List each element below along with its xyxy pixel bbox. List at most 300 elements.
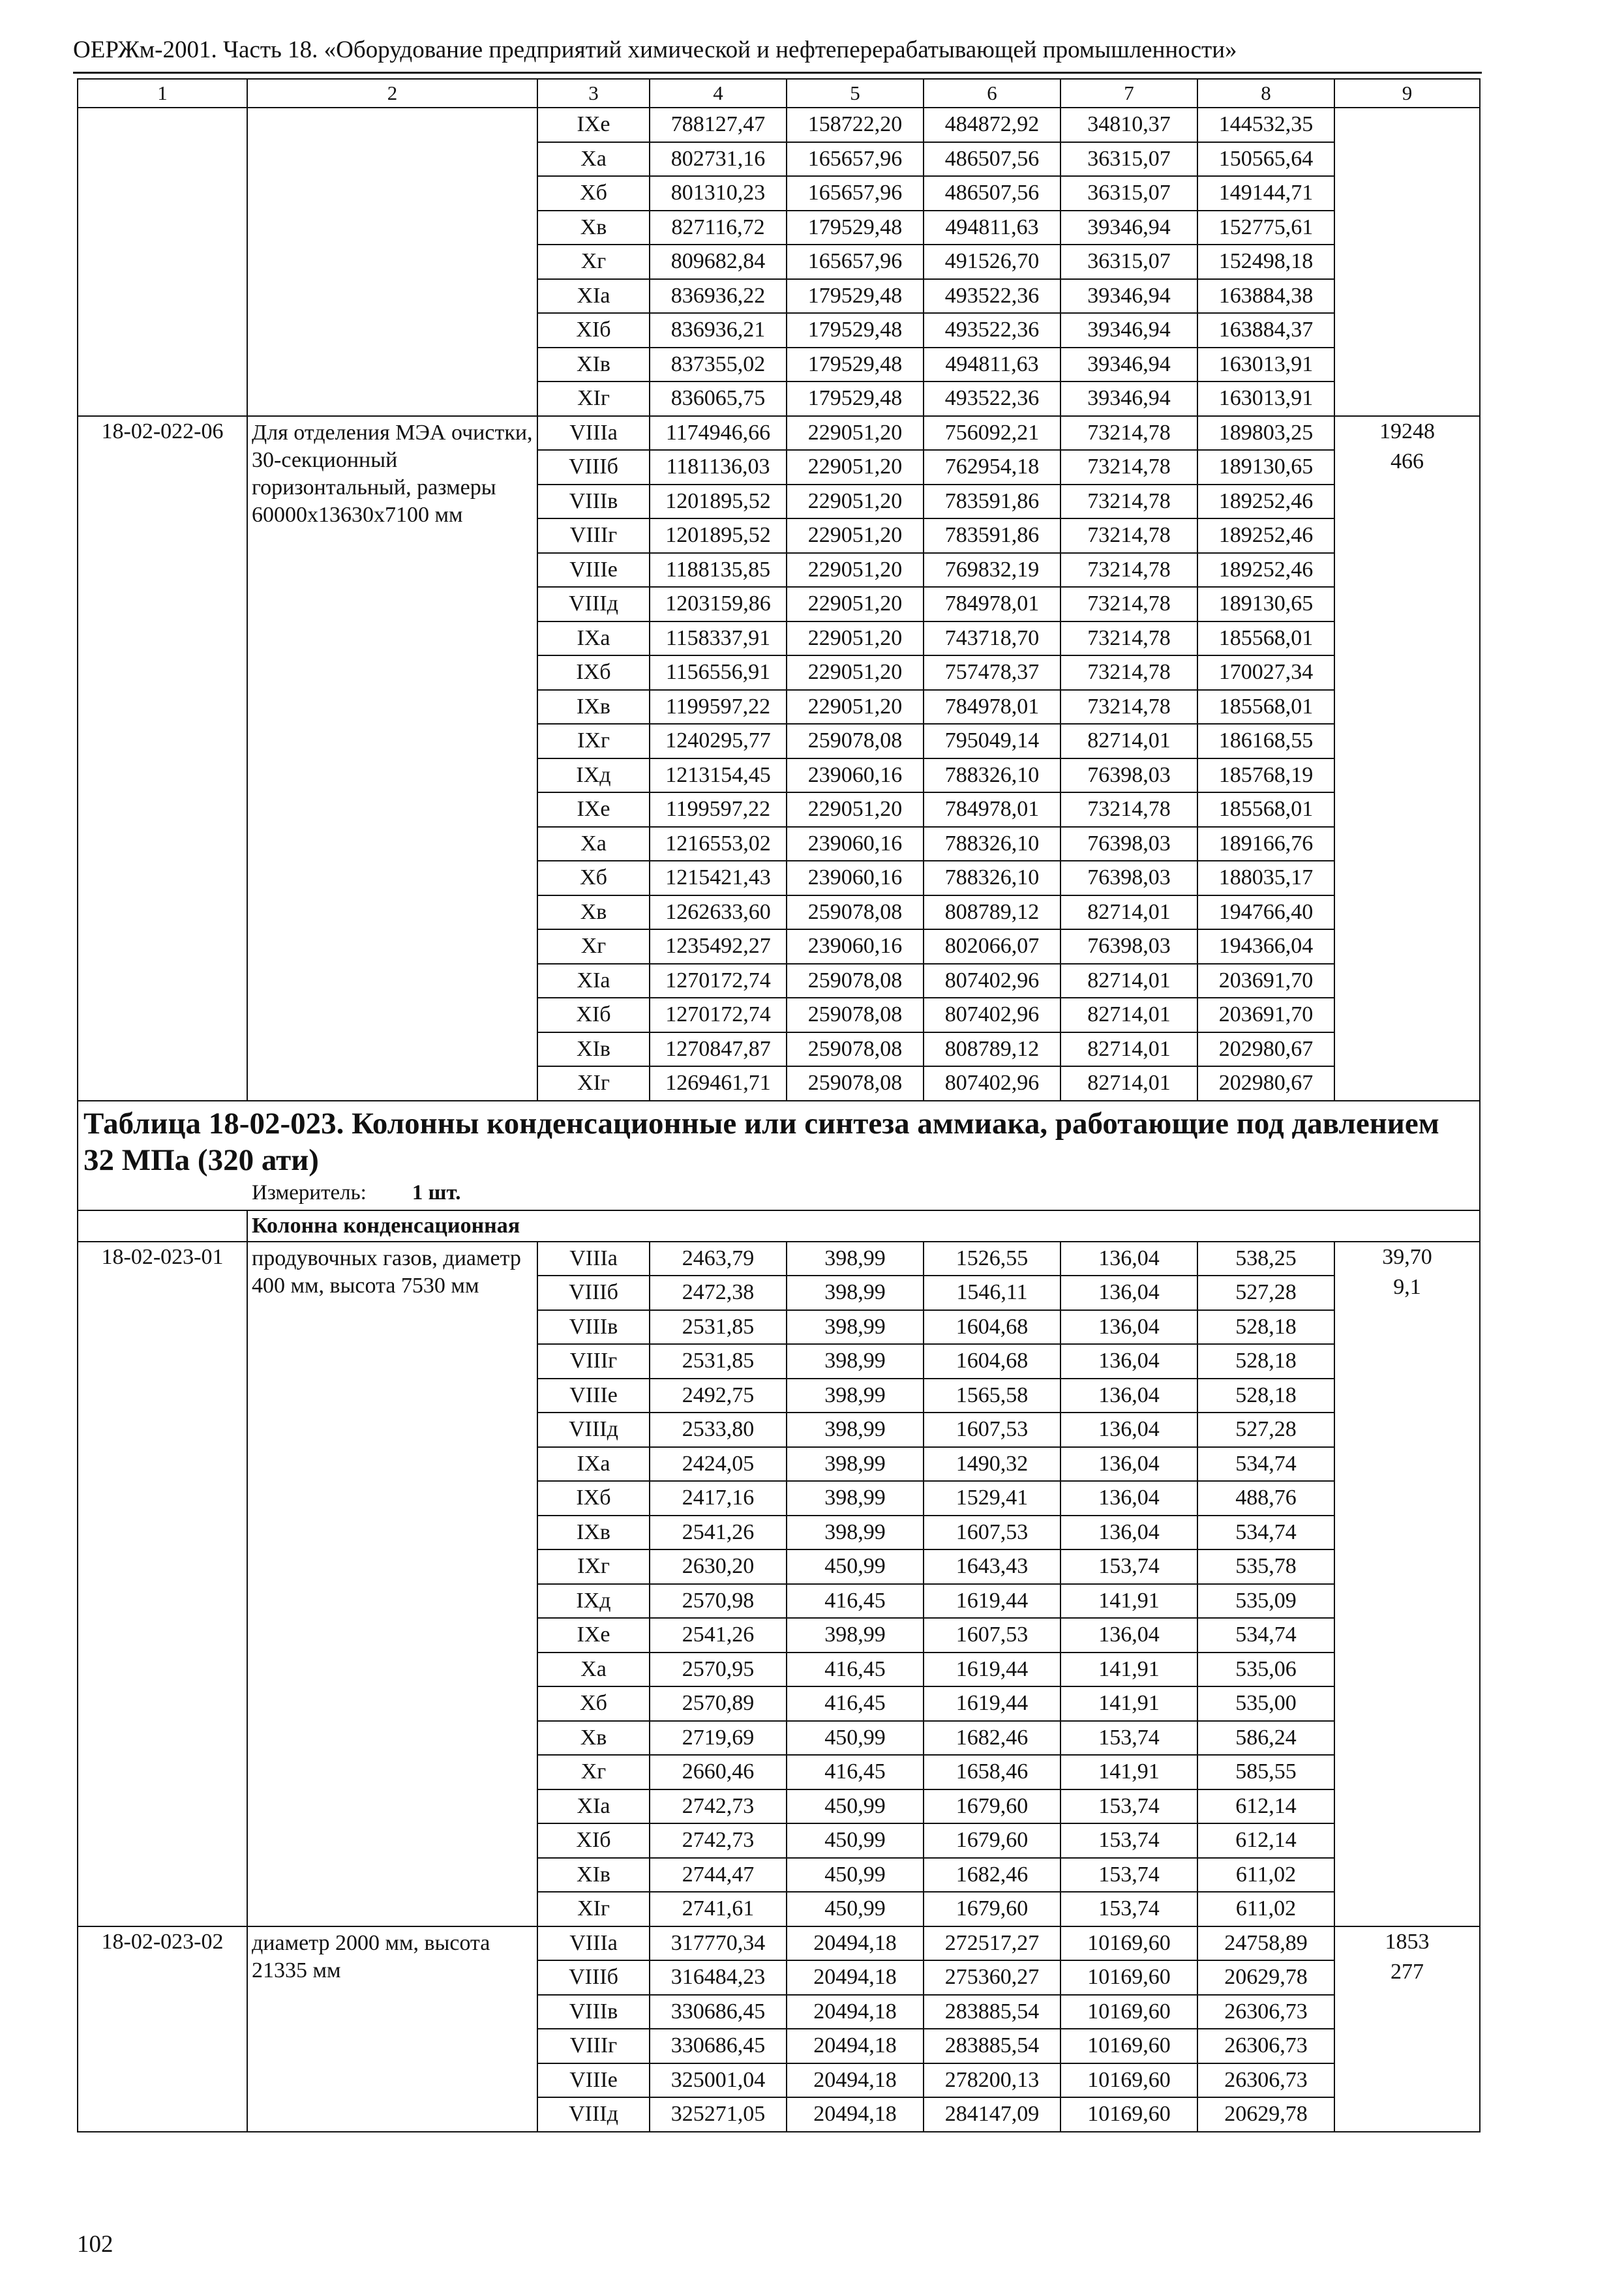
value-cell: 2541,26 bbox=[650, 1618, 787, 1653]
zone-cell: Xв bbox=[537, 211, 650, 245]
value-cell: 2570,95 bbox=[650, 1653, 787, 1687]
value-cell: 2742,73 bbox=[650, 1823, 787, 1858]
zone-cell: XIв bbox=[537, 1032, 650, 1067]
value-cell: 788326,10 bbox=[924, 827, 1060, 861]
column-number: 4 bbox=[650, 79, 787, 108]
group-label: Колонна конденсационная bbox=[247, 1210, 1480, 1242]
value-cell: 73214,78 bbox=[1060, 621, 1197, 656]
value-cell: 398,99 bbox=[787, 1413, 924, 1447]
value-cell: 398,99 bbox=[787, 1242, 924, 1276]
column9-cell bbox=[1334, 1926, 1480, 2132]
zone-cell: VIIIд bbox=[537, 587, 650, 621]
value-cell: 1270172,74 bbox=[650, 964, 787, 998]
column9-top: 19248 bbox=[1379, 419, 1435, 443]
value-cell: 493522,36 bbox=[924, 382, 1060, 416]
value-cell: 202980,67 bbox=[1197, 1032, 1334, 1067]
value-cell: 189166,76 bbox=[1197, 827, 1334, 861]
value-cell: 330686,45 bbox=[650, 2029, 787, 2063]
item-description: диаметр 2000 мм, высота 21335 мм bbox=[247, 1926, 537, 2132]
value-cell: 39346,94 bbox=[1060, 348, 1197, 382]
value-cell: 36315,07 bbox=[1060, 245, 1197, 279]
value-cell: 783591,86 bbox=[924, 485, 1060, 519]
value-cell: 189803,25 bbox=[1197, 416, 1334, 451]
zone-cell: IXе bbox=[537, 792, 650, 827]
value-cell: 10169,60 bbox=[1060, 1926, 1197, 1961]
value-cell: 450,99 bbox=[787, 1549, 924, 1584]
zone-cell: Xг bbox=[537, 1755, 650, 1789]
zone-cell: VIIIв bbox=[537, 485, 650, 519]
value-cell: 189252,46 bbox=[1197, 485, 1334, 519]
value-cell: 2660,46 bbox=[650, 1755, 787, 1789]
value-cell: 2570,89 bbox=[650, 1686, 787, 1721]
unit-line bbox=[83, 1178, 1474, 1207]
zone-cell: Xг bbox=[537, 929, 650, 964]
value-cell: 136,04 bbox=[1060, 1310, 1197, 1345]
column9-top: 39,70 bbox=[1382, 1244, 1432, 1269]
value-cell: 283885,54 bbox=[924, 1995, 1060, 2029]
value-cell: 837355,02 bbox=[650, 348, 787, 382]
value-cell: 527,28 bbox=[1197, 1276, 1334, 1310]
zone-cell: XIг bbox=[537, 1066, 650, 1101]
value-cell: 1181136,03 bbox=[650, 450, 787, 485]
column-number: 7 bbox=[1060, 79, 1197, 108]
value-cell: 20494,18 bbox=[787, 1995, 924, 2029]
value-cell: 611,02 bbox=[1197, 1858, 1334, 1893]
value-cell: 612,14 bbox=[1197, 1789, 1334, 1824]
zone-cell: VIIIб bbox=[537, 1276, 650, 1310]
zone-cell: XIа bbox=[537, 964, 650, 998]
value-cell: 10169,60 bbox=[1060, 1960, 1197, 1995]
value-cell: 20629,78 bbox=[1197, 2097, 1334, 2132]
value-cell: 1188135,85 bbox=[650, 553, 787, 588]
value-cell: 82714,01 bbox=[1060, 998, 1197, 1032]
zone-cell: XIб bbox=[537, 313, 650, 348]
value-cell: 189252,46 bbox=[1197, 553, 1334, 588]
value-cell: 73214,78 bbox=[1060, 587, 1197, 621]
value-cell: 2541,26 bbox=[650, 1516, 787, 1550]
value-cell: 144532,35 bbox=[1197, 108, 1334, 142]
value-cell: 163884,37 bbox=[1197, 313, 1334, 348]
value-cell: 2417,16 bbox=[650, 1481, 787, 1516]
value-cell: 185568,01 bbox=[1197, 621, 1334, 656]
zone-cell: Xа bbox=[537, 827, 650, 861]
value-cell: 194766,40 bbox=[1197, 895, 1334, 930]
value-cell: 259078,08 bbox=[787, 998, 924, 1032]
value-cell: 203691,70 bbox=[1197, 964, 1334, 998]
value-cell: 76398,03 bbox=[1060, 929, 1197, 964]
value-cell: 784978,01 bbox=[924, 792, 1060, 827]
value-cell: 259078,08 bbox=[787, 895, 924, 930]
value-cell: 229051,20 bbox=[787, 792, 924, 827]
value-cell: 179529,48 bbox=[787, 279, 924, 314]
value-cell: 1156556,91 bbox=[650, 655, 787, 690]
value-cell: 39346,94 bbox=[1060, 279, 1197, 314]
value-cell: 2741,61 bbox=[650, 1892, 787, 1926]
value-cell: 186168,55 bbox=[1197, 724, 1334, 758]
column-number-row bbox=[78, 79, 1480, 108]
value-cell: 284147,09 bbox=[924, 2097, 1060, 2132]
value-cell: 1679,60 bbox=[924, 1823, 1060, 1858]
value-cell: 136,04 bbox=[1060, 1413, 1197, 1447]
value-cell: 259078,08 bbox=[787, 1066, 924, 1101]
value-cell: 807402,96 bbox=[924, 1066, 1060, 1101]
value-cell: 229051,20 bbox=[787, 416, 924, 451]
value-cell: 136,04 bbox=[1060, 1447, 1197, 1482]
value-cell: 450,99 bbox=[787, 1823, 924, 1858]
value-cell: 153,74 bbox=[1060, 1892, 1197, 1926]
value-cell: 163884,38 bbox=[1197, 279, 1334, 314]
value-cell: 73214,78 bbox=[1060, 518, 1197, 553]
value-cell: 20494,18 bbox=[787, 2097, 924, 2132]
value-cell: 82714,01 bbox=[1060, 1032, 1197, 1067]
column-number: 8 bbox=[1197, 79, 1334, 108]
zone-cell: IXв bbox=[537, 1516, 650, 1550]
zone-cell: XIа bbox=[537, 1789, 650, 1824]
value-cell: 836936,21 bbox=[650, 313, 787, 348]
zone-cell: VIIIб bbox=[537, 1960, 650, 1995]
value-cell: 325271,05 bbox=[650, 2097, 787, 2132]
value-cell: 2472,38 bbox=[650, 1276, 787, 1310]
value-cell: 229051,20 bbox=[787, 485, 924, 519]
value-cell: 239060,16 bbox=[787, 827, 924, 861]
value-cell: 486507,56 bbox=[924, 176, 1060, 211]
value-cell: 534,74 bbox=[1197, 1516, 1334, 1550]
item-code: 18-02-023-01 bbox=[78, 1242, 247, 1926]
page-header: ОЕРЖм-2001. Часть 18. «Оборудование предприятий химической и нефтеперерабатывающей промышленности» bbox=[73, 37, 1237, 63]
page-number: 102 bbox=[77, 2231, 113, 2258]
value-cell: 2742,73 bbox=[650, 1789, 787, 1824]
table-row bbox=[78, 416, 1480, 451]
value-cell: 163013,91 bbox=[1197, 348, 1334, 382]
value-cell: 784978,01 bbox=[924, 587, 1060, 621]
value-cell: 152775,61 bbox=[1197, 211, 1334, 245]
value-cell: 73214,78 bbox=[1060, 690, 1197, 725]
value-cell: 141,91 bbox=[1060, 1755, 1197, 1789]
zone-cell: IXв bbox=[537, 690, 650, 725]
value-cell: 10169,60 bbox=[1060, 2063, 1197, 2098]
zone-cell: IXб bbox=[537, 655, 650, 690]
value-cell: 152498,18 bbox=[1197, 245, 1334, 279]
zone-cell: Xа bbox=[537, 1653, 650, 1687]
zone-cell: IXе bbox=[537, 108, 650, 142]
zone-cell: IXд bbox=[537, 758, 650, 793]
value-cell: 1270172,74 bbox=[650, 998, 787, 1032]
value-cell: 535,09 bbox=[1197, 1584, 1334, 1619]
value-cell: 807402,96 bbox=[924, 964, 1060, 998]
value-cell: 2719,69 bbox=[650, 1721, 787, 1756]
value-cell: 20494,18 bbox=[787, 1926, 924, 1961]
table-title-cell bbox=[78, 1101, 1480, 1210]
table-row bbox=[78, 1242, 1480, 1276]
column9-cell bbox=[1334, 108, 1480, 416]
table-title-row bbox=[78, 1101, 1480, 1210]
zone-cell: VIIIд bbox=[537, 1413, 650, 1447]
column-number: 1 bbox=[78, 79, 247, 108]
value-cell: 189252,46 bbox=[1197, 518, 1334, 553]
value-cell: 10169,60 bbox=[1060, 1995, 1197, 2029]
value-cell: 450,99 bbox=[787, 1789, 924, 1824]
value-cell: 10169,60 bbox=[1060, 2097, 1197, 2132]
value-cell: 784978,01 bbox=[924, 690, 1060, 725]
value-cell: 743718,70 bbox=[924, 621, 1060, 656]
value-cell: 136,04 bbox=[1060, 1276, 1197, 1310]
zone-cell: VIIIе bbox=[537, 2063, 650, 2098]
zone-cell: Xб bbox=[537, 861, 650, 895]
value-cell: 153,74 bbox=[1060, 1549, 1197, 1584]
value-cell: 272517,27 bbox=[924, 1926, 1060, 1961]
column9-cell bbox=[1334, 1242, 1480, 1926]
value-cell: 2744,47 bbox=[650, 1858, 787, 1893]
zone-cell: VIIIв bbox=[537, 1310, 650, 1345]
value-cell: 788326,10 bbox=[924, 758, 1060, 793]
value-cell: 170027,34 bbox=[1197, 655, 1334, 690]
value-cell: 1240295,77 bbox=[650, 724, 787, 758]
value-cell: 136,04 bbox=[1060, 1481, 1197, 1516]
value-cell: 398,99 bbox=[787, 1618, 924, 1653]
column-number: 3 bbox=[537, 79, 650, 108]
value-cell: 802731,16 bbox=[650, 142, 787, 177]
zone-cell: VIIIб bbox=[537, 450, 650, 485]
value-cell: 1619,44 bbox=[924, 1686, 1060, 1721]
value-cell: 769832,19 bbox=[924, 553, 1060, 588]
group-row bbox=[78, 1210, 1480, 1242]
value-cell: 39346,94 bbox=[1060, 313, 1197, 348]
value-cell: 76398,03 bbox=[1060, 827, 1197, 861]
value-cell: 1604,68 bbox=[924, 1310, 1060, 1345]
value-cell: 398,99 bbox=[787, 1310, 924, 1345]
value-cell: 398,99 bbox=[787, 1379, 924, 1413]
value-cell: 76398,03 bbox=[1060, 861, 1197, 895]
value-cell: 259078,08 bbox=[787, 964, 924, 998]
value-cell: 73214,78 bbox=[1060, 450, 1197, 485]
value-cell: 398,99 bbox=[787, 1447, 924, 1482]
value-cell: 788326,10 bbox=[924, 861, 1060, 895]
value-cell: 528,18 bbox=[1197, 1344, 1334, 1379]
value-cell: 1215421,43 bbox=[650, 861, 787, 895]
value-cell: 2531,85 bbox=[650, 1344, 787, 1379]
value-cell: 141,91 bbox=[1060, 1653, 1197, 1687]
column-number: 5 bbox=[787, 79, 924, 108]
table-body bbox=[78, 79, 1480, 2132]
value-cell: 1216553,02 bbox=[650, 827, 787, 861]
value-cell: 802066,07 bbox=[924, 929, 1060, 964]
value-cell: 2570,98 bbox=[650, 1584, 787, 1619]
value-cell: 259078,08 bbox=[787, 724, 924, 758]
column9-bottom: 277 bbox=[1391, 1959, 1424, 1984]
value-cell: 450,99 bbox=[787, 1858, 924, 1893]
value-cell: 488,76 bbox=[1197, 1481, 1334, 1516]
value-cell: 229051,20 bbox=[787, 690, 924, 725]
value-cell: 534,74 bbox=[1197, 1447, 1334, 1482]
value-cell: 153,74 bbox=[1060, 1823, 1197, 1858]
zone-cell: VIIIе bbox=[537, 1379, 650, 1413]
value-cell: 1619,44 bbox=[924, 1584, 1060, 1619]
value-cell: 836936,22 bbox=[650, 279, 787, 314]
item-code: 18-02-022-06 bbox=[78, 416, 247, 1101]
group-code-cell bbox=[78, 1210, 247, 1242]
value-cell: 26306,73 bbox=[1197, 2063, 1334, 2098]
value-cell: 398,99 bbox=[787, 1481, 924, 1516]
value-cell: 795049,14 bbox=[924, 724, 1060, 758]
value-cell: 1682,46 bbox=[924, 1721, 1060, 1756]
value-cell: 1213154,45 bbox=[650, 758, 787, 793]
value-cell: 20494,18 bbox=[787, 2029, 924, 2063]
value-cell: 275360,27 bbox=[924, 1960, 1060, 1995]
column-number: 6 bbox=[924, 79, 1060, 108]
value-cell: 239060,16 bbox=[787, 929, 924, 964]
value-cell: 73214,78 bbox=[1060, 416, 1197, 451]
zone-cell: IXг bbox=[537, 724, 650, 758]
value-cell: 158722,20 bbox=[787, 108, 924, 142]
value-cell: 534,74 bbox=[1197, 1618, 1334, 1653]
value-cell: 788127,47 bbox=[650, 108, 787, 142]
value-cell: 185768,19 bbox=[1197, 758, 1334, 793]
item-description: Для отделения МЭА очистки, 30-секционный горизонтальный, размеры 60000x13630x7100 мм bbox=[247, 416, 537, 1101]
value-cell: 73214,78 bbox=[1060, 485, 1197, 519]
zone-cell: VIIIа bbox=[537, 1926, 650, 1961]
value-cell: 179529,48 bbox=[787, 313, 924, 348]
column9-bottom: 9,1 bbox=[1393, 1274, 1421, 1299]
value-cell: 73214,78 bbox=[1060, 553, 1197, 588]
zone-cell: Xб bbox=[537, 176, 650, 211]
table-row bbox=[78, 1926, 1480, 1961]
zone-cell: IXа bbox=[537, 1447, 650, 1482]
value-cell: 194366,04 bbox=[1197, 929, 1334, 964]
value-cell: 165657,96 bbox=[787, 245, 924, 279]
value-cell: 229051,20 bbox=[787, 518, 924, 553]
value-cell: 153,74 bbox=[1060, 1721, 1197, 1756]
value-cell: 1201895,52 bbox=[650, 485, 787, 519]
zone-cell: XIв bbox=[537, 1858, 650, 1893]
value-cell: 76398,03 bbox=[1060, 758, 1197, 793]
zone-cell: IXд bbox=[537, 1584, 650, 1619]
value-cell: 136,04 bbox=[1060, 1242, 1197, 1276]
value-cell: 165657,96 bbox=[787, 176, 924, 211]
value-cell: 141,91 bbox=[1060, 1584, 1197, 1619]
zone-cell: Xб bbox=[537, 1686, 650, 1721]
value-cell: 179529,48 bbox=[787, 211, 924, 245]
value-cell: 24758,89 bbox=[1197, 1926, 1334, 1961]
value-cell: 34810,37 bbox=[1060, 108, 1197, 142]
value-cell: 10169,60 bbox=[1060, 2029, 1197, 2063]
value-cell: 26306,73 bbox=[1197, 1995, 1334, 2029]
value-cell: 1203159,86 bbox=[650, 587, 787, 621]
value-cell: 283885,54 bbox=[924, 2029, 1060, 2063]
value-cell: 1546,11 bbox=[924, 1276, 1060, 1310]
value-cell: 73214,78 bbox=[1060, 655, 1197, 690]
item-code bbox=[78, 108, 247, 416]
value-cell: 2531,85 bbox=[650, 1310, 787, 1345]
value-cell: 416,45 bbox=[787, 1755, 924, 1789]
value-cell: 1262633,60 bbox=[650, 895, 787, 930]
value-cell: 1529,41 bbox=[924, 1481, 1060, 1516]
value-cell: 20494,18 bbox=[787, 2063, 924, 2098]
value-cell: 2424,05 bbox=[650, 1447, 787, 1482]
value-cell: 82714,01 bbox=[1060, 1066, 1197, 1101]
value-cell: 585,55 bbox=[1197, 1755, 1334, 1789]
value-cell: 165657,96 bbox=[787, 142, 924, 177]
table-row bbox=[78, 108, 1480, 142]
value-cell: 1201895,52 bbox=[650, 518, 787, 553]
value-cell: 185568,01 bbox=[1197, 690, 1334, 725]
value-cell: 1679,60 bbox=[924, 1789, 1060, 1824]
zone-cell: Xг bbox=[537, 245, 650, 279]
value-cell: 808789,12 bbox=[924, 1032, 1060, 1067]
value-cell: 416,45 bbox=[787, 1686, 924, 1721]
value-cell: 398,99 bbox=[787, 1344, 924, 1379]
value-cell: 807402,96 bbox=[924, 998, 1060, 1032]
value-cell: 484872,92 bbox=[924, 108, 1060, 142]
value-cell: 586,24 bbox=[1197, 1721, 1334, 1756]
value-cell: 73214,78 bbox=[1060, 792, 1197, 827]
value-cell: 486507,56 bbox=[924, 142, 1060, 177]
value-cell: 493522,36 bbox=[924, 279, 1060, 314]
zone-cell: XIг bbox=[537, 1892, 650, 1926]
value-cell: 141,91 bbox=[1060, 1686, 1197, 1721]
value-cell: 1199597,22 bbox=[650, 690, 787, 725]
value-cell: 1619,44 bbox=[924, 1653, 1060, 1687]
value-cell: 808789,12 bbox=[924, 895, 1060, 930]
value-cell: 20629,78 bbox=[1197, 1960, 1334, 1995]
value-cell: 1490,32 bbox=[924, 1447, 1060, 1482]
value-cell: 203691,70 bbox=[1197, 998, 1334, 1032]
zone-cell: VIIIд bbox=[537, 2097, 650, 2132]
value-cell: 1235492,27 bbox=[650, 929, 787, 964]
value-cell: 153,74 bbox=[1060, 1858, 1197, 1893]
unit-label: Измеритель: bbox=[252, 1180, 367, 1204]
value-cell: 450,99 bbox=[787, 1892, 924, 1926]
value-cell: 450,99 bbox=[787, 1721, 924, 1756]
value-cell: 491526,70 bbox=[924, 245, 1060, 279]
value-cell: 229051,20 bbox=[787, 450, 924, 485]
value-cell: 82714,01 bbox=[1060, 724, 1197, 758]
value-cell: 416,45 bbox=[787, 1584, 924, 1619]
value-cell: 136,04 bbox=[1060, 1379, 1197, 1413]
value-cell: 239060,16 bbox=[787, 758, 924, 793]
value-cell: 36315,07 bbox=[1060, 176, 1197, 211]
value-cell: 1607,53 bbox=[924, 1618, 1060, 1653]
value-cell: 494811,63 bbox=[924, 211, 1060, 245]
zone-cell: XIа bbox=[537, 279, 650, 314]
value-cell: 527,28 bbox=[1197, 1413, 1334, 1447]
value-cell: 762954,18 bbox=[924, 450, 1060, 485]
zone-cell: VIIIа bbox=[537, 416, 650, 451]
value-cell: 535,78 bbox=[1197, 1549, 1334, 1584]
value-cell: 2533,80 bbox=[650, 1413, 787, 1447]
value-cell: 528,18 bbox=[1197, 1310, 1334, 1345]
value-cell: 801310,23 bbox=[650, 176, 787, 211]
value-cell: 756092,21 bbox=[924, 416, 1060, 451]
value-cell: 229051,20 bbox=[787, 655, 924, 690]
value-cell: 1604,68 bbox=[924, 1344, 1060, 1379]
value-cell: 1658,46 bbox=[924, 1755, 1060, 1789]
zone-cell: XIв bbox=[537, 348, 650, 382]
value-cell: 136,04 bbox=[1060, 1344, 1197, 1379]
value-cell: 259078,08 bbox=[787, 1032, 924, 1067]
item-description bbox=[247, 108, 537, 416]
value-cell: 325001,04 bbox=[650, 2063, 787, 2098]
value-cell: 416,45 bbox=[787, 1653, 924, 1687]
value-cell: 278200,13 bbox=[924, 2063, 1060, 2098]
column-number: 2 bbox=[247, 79, 537, 108]
value-cell: 163013,91 bbox=[1197, 382, 1334, 416]
value-cell: 1270847,87 bbox=[650, 1032, 787, 1067]
value-cell: 1174946,66 bbox=[650, 416, 787, 451]
rates-table bbox=[77, 78, 1481, 2132]
value-cell: 316484,23 bbox=[650, 1960, 787, 1995]
zone-cell: IXа bbox=[537, 621, 650, 656]
value-cell: 827116,72 bbox=[650, 211, 787, 245]
